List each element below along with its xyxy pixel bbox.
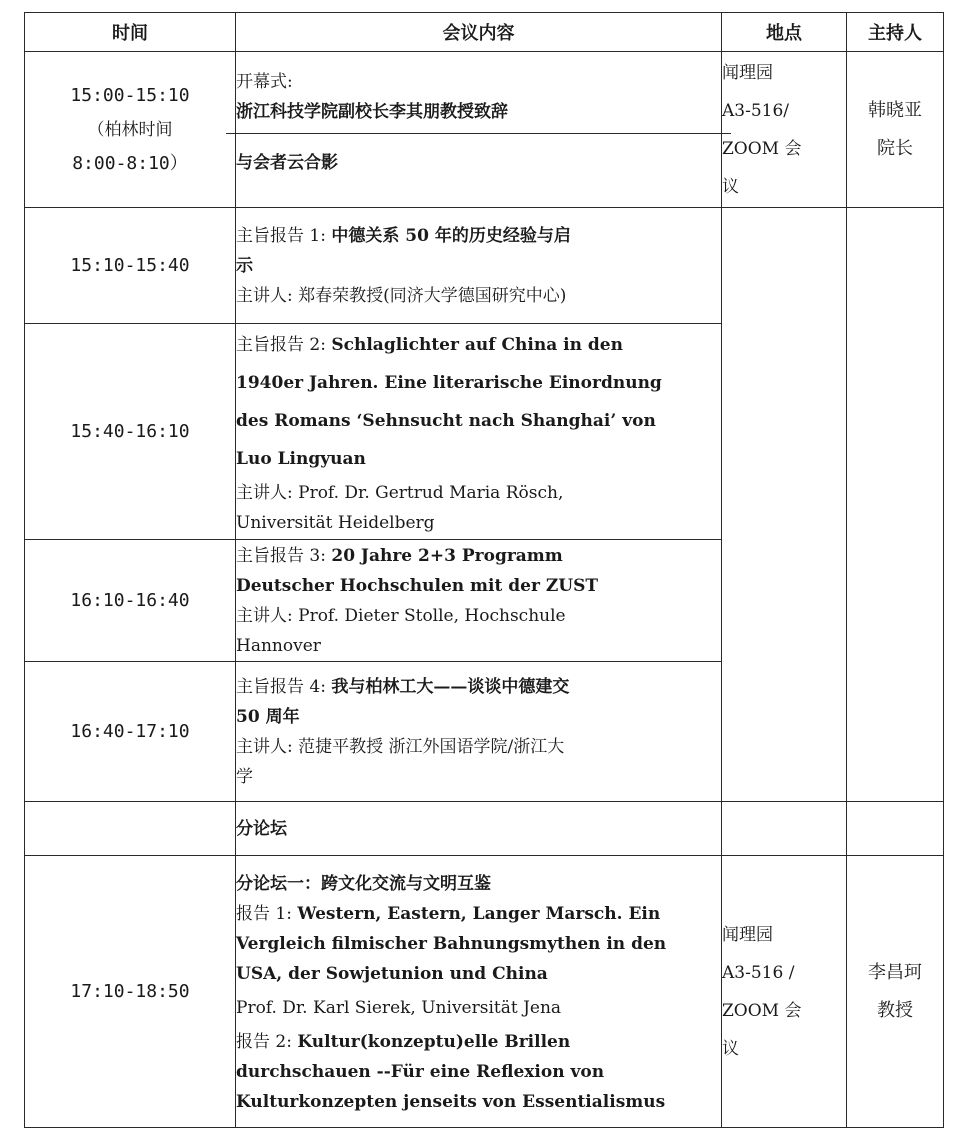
content-cell [236,52,722,208]
schedule-table [24,12,944,1128]
time-cell: 15:10-15:40 [25,208,236,324]
session-label: 开幕式: [236,72,293,92]
photo-title: 与会者云合影 [236,153,338,173]
table-row [25,208,944,324]
header-row [25,13,944,52]
table-row [25,802,944,856]
place-line: A3-516 / [722,962,795,983]
place-line: 闻理园 [722,924,773,945]
session-title: 我与柏林工大——谈谈中德建交 [331,676,570,697]
session-title: 1940er Jahren. Eine literarische Einordnung [236,372,662,393]
time-cell: 15:40-16:10 [25,324,236,540]
content-cell [236,856,722,1128]
place-line: 议 [722,176,739,197]
time-cell [25,52,236,208]
content-cell [236,208,722,324]
time-note: 8:00-8:10） [72,152,188,174]
session-label: 主旨报告 3: [236,545,332,566]
session-title: des Romans ‘Sehnsucht nach Shanghai’ von [236,410,656,431]
session-title: 浙江科技学院副校长李其朋教授致辞 [236,102,508,122]
content-cell [236,662,722,802]
speaker: Hannover [236,635,321,656]
report-label: 报告 2: [236,1031,298,1052]
session-title: 中德关系 50 年的历史经验与启 [331,225,571,246]
place-cell [722,52,847,208]
place-cell [722,208,847,802]
session-label: 主旨报告 1: [236,225,332,246]
session-label: 主旨报告 4: [236,676,332,697]
speaker: 学 [236,766,253,787]
photo-session [226,133,731,192]
speaker: 主讲人: 范捷平教授 浙江外国语学院/浙江大 [236,736,565,757]
time-cell: 17:10-18:50 [25,856,236,1128]
time-cell: 16:10-16:40 [25,540,236,662]
host-line: 李昌珂 [868,961,922,983]
speaker: 主讲人: Prof. Dieter Stolle, Hochschule [236,605,566,626]
table-row [25,52,944,208]
report-title: Western, Eastern, Langer Marsch. Ein [297,903,661,924]
place-line: ZOOM 会 [722,138,802,159]
header-place: 地点 [722,13,847,52]
session-title: 50 周年 [236,706,300,727]
place-line: ZOOM 会 [722,1000,802,1021]
session-title: Luo Lingyuan [236,448,366,469]
host-cell [847,52,944,208]
speaker: Prof. Dr. Karl Sierek, Universität Jena [236,997,562,1018]
place-line: 议 [722,1038,739,1059]
speaker: Universität Heidelberg [236,512,435,533]
place-cell [722,802,847,856]
table-row [25,856,944,1128]
session-label: 主旨报告 2: [236,334,332,355]
host-line: 韩晓亚 [868,100,922,121]
place-line: 闻理园 [722,62,773,83]
forum-title: 分论坛一：跨文化交流与文明互鉴 [236,873,491,894]
host-line: 教授 [877,999,913,1021]
report-label: 报告 1: [236,903,298,924]
host-cell [847,856,944,1128]
session-title: 20 Jahre 2+3 Programm [331,545,563,566]
header-time: 时间 [25,13,236,52]
place-cell [722,856,847,1128]
session-title: 示 [236,255,253,276]
section-title: 分论坛 [236,818,287,839]
speaker: 主讲人: Prof. Dr. Gertrud Maria Rösch, [236,482,564,503]
time-cell: 16:40-17:10 [25,662,236,802]
session-title: Schlaglichter auf China in den [331,334,623,355]
speaker: 主讲人: 郑春荣教授(同济大学德国研究中心) [236,285,567,306]
report-title: Vergleich filmischer Bahnungsmythen in den [236,933,667,954]
content-cell [236,802,722,856]
report-title: USA, der Sowjetunion und China [236,963,548,984]
place-line: A3-516/ [722,100,790,121]
time-note: （柏林时间 [87,119,173,140]
header-content: 会议内容 [236,13,722,52]
time-range: 15:00-15:10 [70,84,190,106]
report-title: Kulturkonzepten jenseits von Essentialismus [236,1091,666,1112]
header-host: 主持人 [847,13,944,52]
report-title: Kultur(konzeptu)elle Brillen [297,1031,571,1052]
content-cell [236,324,722,540]
host-cell [847,208,944,802]
time-cell [25,802,236,856]
report-title: durchschauen --Für eine Reflexion von [236,1061,605,1082]
session-title: Deutscher Hochschulen mit der ZUST [236,575,599,596]
host-line: 院长 [877,138,913,159]
host-cell [847,802,944,856]
content-cell [236,540,722,662]
